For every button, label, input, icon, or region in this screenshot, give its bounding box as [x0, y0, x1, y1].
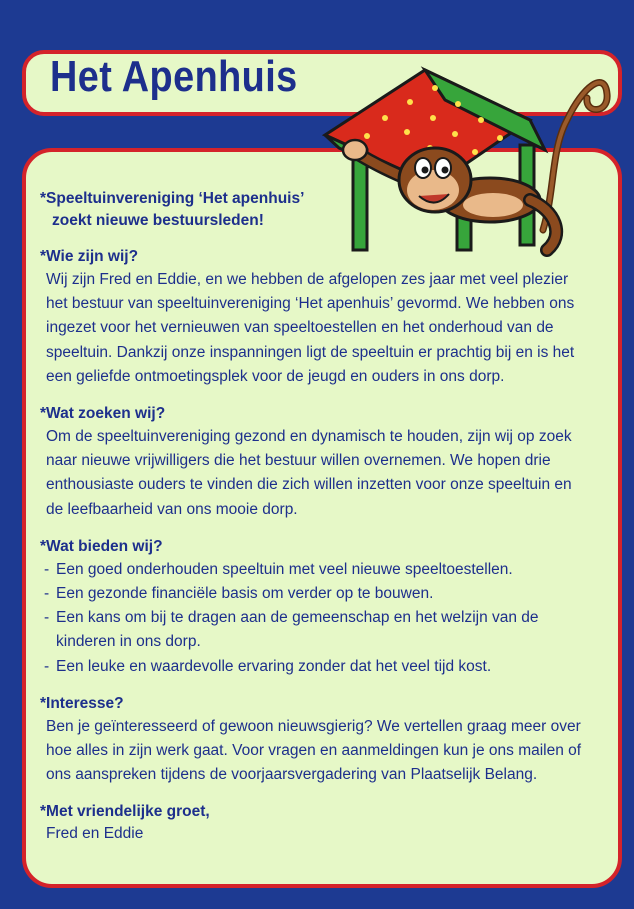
paragraph-line: een geliefde ontmoetingsplek voor de jeugd en ouders in ons dorp. — [46, 367, 505, 385]
paragraph-line: enthousiaste ouders te vinden die zich willen inzetten voor onze speeltuin en — [46, 476, 572, 494]
paragraph-line: Wij zijn Fred en Eddie, en we hebben de afgelopen zes jaar met veel plezier — [46, 271, 569, 288]
section-heading: *Wat zoeken wij? — [40, 405, 166, 423]
section-who — [40, 246, 610, 389]
list-item: - Een leuke en waardevolle ervaring zonder dat het veel tijd kost. — [44, 655, 610, 679]
section-heading: *Wie zijn wij? — [40, 248, 139, 265]
section-heading: *Wat bieden wij? — [40, 537, 163, 555]
section-heading: *Met vriendelijke groet, — [40, 803, 210, 821]
section-greeting — [40, 801, 610, 845]
paragraph-line: Om de speeltuinvereniging gezond en dynamisch te houden, zijn wij op zoek — [46, 428, 572, 446]
intro-line-2: zoekt nieuwe bestuursleden! — [52, 212, 264, 229]
section-what-offer — [40, 536, 610, 679]
list-item: - Een goed onderhouden speeltuin met veel nieuwe speeltoestellen. — [44, 558, 610, 582]
paragraph-line: hoe alles in zijn werk gaat. Voor vragen en aanmeldingen kun je ons mailen of — [46, 742, 582, 760]
list-item: - Een gezonde financiële basis om verder op te bouwen. — [44, 582, 610, 606]
page-title: Het Apenhuis — [50, 52, 298, 101]
offer-list — [40, 558, 610, 679]
intro-heading — [40, 188, 610, 232]
section-heading: *Interesse? — [40, 694, 124, 712]
paragraph-line: de leefbaarheid van ons mooie dorp. — [46, 500, 298, 518]
paragraph-line: ingezet voor het vernieuwen van speeltoestellen en het onderhoud van de — [46, 319, 554, 337]
signature: Fred en Eddie — [46, 825, 144, 843]
paragraph-line: ons aanspreken tijdens de voorjaarsvergadering van Plaatselijk Belang. — [46, 766, 538, 784]
section-interest — [40, 693, 610, 788]
intro-line-1: *Speeltuinvereniging ‘Het apenhuis’ — [40, 190, 305, 207]
section-what-seek — [40, 403, 610, 522]
paragraph-line: naar nieuwe vrijwilligers die het bestuur willen overnemen. We hopen drie — [46, 452, 551, 470]
paragraph-line: speeltuin. Dankzij onze inspanningen ligt de speeltuin er prachtig bij en is het — [46, 343, 575, 361]
list-item: - Een kans om bij te dragen aan de gemeenschap en het welzijn van de kinderen in ons dorp. — [44, 606, 610, 654]
paragraph-line: Ben je geïnteresseerd of gewoon nieuwsgierig? We vertellen graag meer over — [46, 717, 581, 735]
content — [40, 188, 610, 845]
paragraph-line: het bestuur van speeltuinvereniging ‘Het apenhuis’ gevormd. We hebben ons — [46, 295, 575, 313]
